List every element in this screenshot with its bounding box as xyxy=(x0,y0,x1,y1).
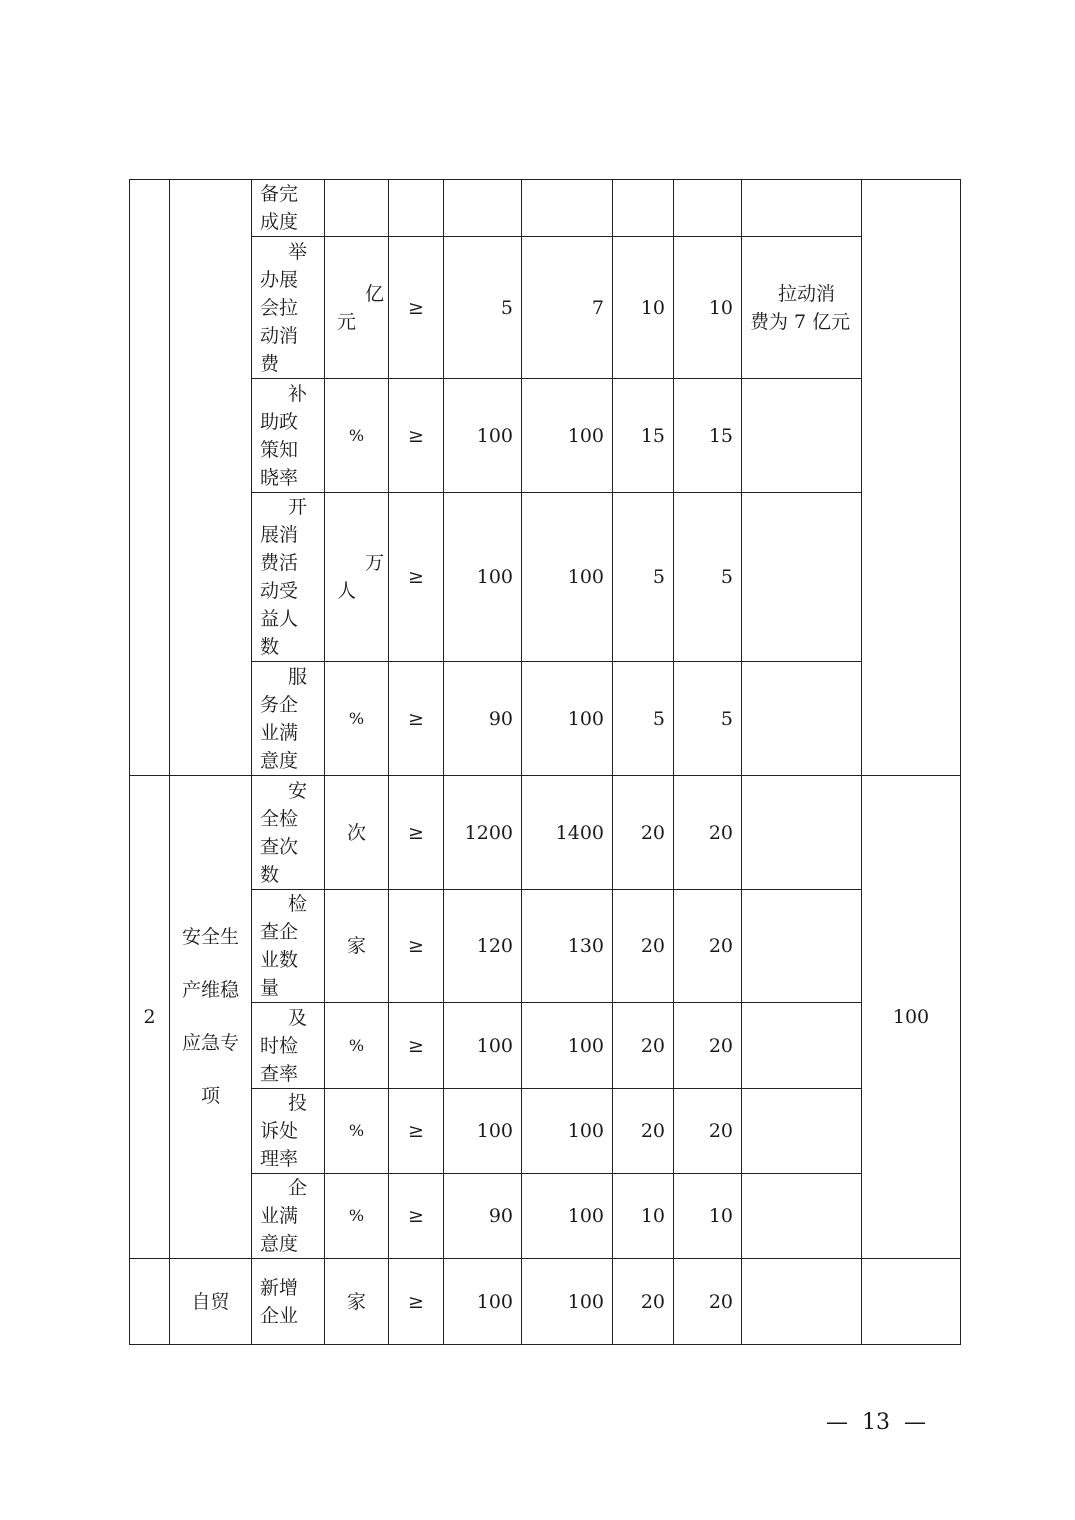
actual-value-cell: 130 xyxy=(522,890,613,1003)
operator-cell: ≥ xyxy=(389,1089,444,1174)
note-cell xyxy=(742,1003,862,1089)
indicator-cell: 安全检查次数 xyxy=(252,776,325,890)
table-row xyxy=(130,1259,961,1345)
indicator-cell: 开展消费活动受益人数 xyxy=(252,493,325,662)
unit-cell: % xyxy=(325,1089,389,1174)
weight-cell: 20 xyxy=(613,1259,674,1345)
target-value-cell: 90 xyxy=(444,1174,522,1259)
target-value-cell: 5 xyxy=(444,237,522,379)
target-value-cell: 100 xyxy=(444,379,522,493)
indicator-cell: 新增企业 xyxy=(252,1259,325,1345)
group2-index-cell: 2 xyxy=(130,776,170,1259)
indicator-cell: 备完成度 xyxy=(252,180,325,237)
operator-cell: ≥ xyxy=(389,776,444,890)
operator-cell: ≥ xyxy=(389,890,444,1003)
weight-cell xyxy=(613,180,674,237)
unit-cell: 家 xyxy=(325,890,389,1003)
weight-cell: 10 xyxy=(613,1174,674,1259)
weight-cell: 5 xyxy=(613,493,674,662)
operator-cell xyxy=(389,180,444,237)
note-cell xyxy=(742,1174,862,1259)
indicator-cell: 检查企业数量 xyxy=(252,890,325,1003)
unit-cell: 次 xyxy=(325,776,389,890)
table-row xyxy=(130,662,961,776)
score-cell: 15 xyxy=(674,379,742,493)
page-number: — 13 — xyxy=(826,1410,926,1435)
actual-value-cell: 7 xyxy=(522,237,613,379)
actual-value-cell: 100 xyxy=(522,379,613,493)
unit-cell: 万人 xyxy=(325,493,389,662)
unit-cell: % xyxy=(325,1174,389,1259)
indicator-cell: 举办展会拉动消费 xyxy=(252,237,325,379)
actual-value-cell: 1400 xyxy=(522,776,613,890)
table-row xyxy=(130,379,961,493)
group3-index-cell xyxy=(130,1259,170,1345)
score-cell: 10 xyxy=(674,237,742,379)
actual-value-cell: 100 xyxy=(522,662,613,776)
indicator-cell: 及时检查率 xyxy=(252,1003,325,1089)
note-cell xyxy=(742,1259,862,1345)
target-value-cell: 120 xyxy=(444,890,522,1003)
actual-value-cell: 100 xyxy=(522,1003,613,1089)
table-row xyxy=(130,890,961,1003)
weight-cell: 20 xyxy=(613,890,674,1003)
unit-cell: % xyxy=(325,662,389,776)
weight-cell: 10 xyxy=(613,237,674,379)
group1-index-cell xyxy=(130,180,170,776)
operator-cell: ≥ xyxy=(389,662,444,776)
target-value-cell: 1200 xyxy=(444,776,522,890)
unit-cell: 亿元 xyxy=(325,237,389,379)
weight-cell: 20 xyxy=(613,1003,674,1089)
actual-value-cell xyxy=(522,180,613,237)
note-cell xyxy=(742,493,862,662)
target-value-cell: 100 xyxy=(444,1089,522,1174)
indicator-cell: 企业满意度 xyxy=(252,1174,325,1259)
table-row xyxy=(130,1089,961,1174)
target-value-cell: 90 xyxy=(444,662,522,776)
actual-value-cell: 100 xyxy=(522,1174,613,1259)
score-cell: 5 xyxy=(674,493,742,662)
operator-cell: ≥ xyxy=(389,493,444,662)
operator-cell: ≥ xyxy=(389,1174,444,1259)
group3-project-cell: 自贸 xyxy=(170,1259,252,1345)
indicator-cell: 服务企业满意度 xyxy=(252,662,325,776)
table-row xyxy=(130,237,961,379)
operator-cell: ≥ xyxy=(389,1259,444,1345)
weight-cell: 15 xyxy=(613,379,674,493)
unit-cell: 家 xyxy=(325,1259,389,1345)
score-cell: 20 xyxy=(674,890,742,1003)
group1-score-cell xyxy=(862,180,961,776)
score-cell: 20 xyxy=(674,1259,742,1345)
note-cell xyxy=(742,180,862,237)
target-value-cell: 100 xyxy=(444,493,522,662)
weight-cell: 20 xyxy=(613,1089,674,1174)
score-cell xyxy=(674,180,742,237)
score-cell: 20 xyxy=(674,776,742,890)
table-row xyxy=(130,1003,961,1089)
note-cell xyxy=(742,890,862,1003)
performance-table xyxy=(129,179,961,1345)
indicator-cell: 投诉处理率 xyxy=(252,1089,325,1174)
table-row xyxy=(130,180,961,237)
unit-cell: % xyxy=(325,379,389,493)
note-cell xyxy=(742,379,862,493)
operator-cell: ≥ xyxy=(389,237,444,379)
group3-score-cell xyxy=(862,1259,961,1345)
score-cell: 20 xyxy=(674,1003,742,1089)
target-value-cell: 100 xyxy=(444,1259,522,1345)
note-cell xyxy=(742,776,862,890)
group2-project-cell xyxy=(170,776,252,1259)
actual-value-cell: 100 xyxy=(522,1259,613,1345)
table-row xyxy=(130,1174,961,1259)
group2-project-name: 安全生产维稳应急专项 xyxy=(181,926,239,1107)
target-value-cell xyxy=(444,180,522,237)
unit-cell: % xyxy=(325,1003,389,1089)
score-cell: 10 xyxy=(674,1174,742,1259)
unit-cell xyxy=(325,180,389,237)
operator-cell: ≥ xyxy=(389,1003,444,1089)
score-cell: 5 xyxy=(674,662,742,776)
note-cell xyxy=(742,662,862,776)
table-row xyxy=(130,776,961,890)
note-cell: 拉动消费为 7 亿元 xyxy=(742,237,862,379)
group2-score-cell: 100 xyxy=(862,776,961,1259)
group1-project-cell xyxy=(170,180,252,776)
indicator-cell: 补助政策知晓率 xyxy=(252,379,325,493)
operator-cell: ≥ xyxy=(389,379,444,493)
table-row xyxy=(130,493,961,662)
weight-cell: 20 xyxy=(613,776,674,890)
target-value-cell: 100 xyxy=(444,1003,522,1089)
weight-cell: 5 xyxy=(613,662,674,776)
actual-value-cell: 100 xyxy=(522,1089,613,1174)
score-cell: 20 xyxy=(674,1089,742,1174)
actual-value-cell: 100 xyxy=(522,493,613,662)
note-cell xyxy=(742,1089,862,1174)
